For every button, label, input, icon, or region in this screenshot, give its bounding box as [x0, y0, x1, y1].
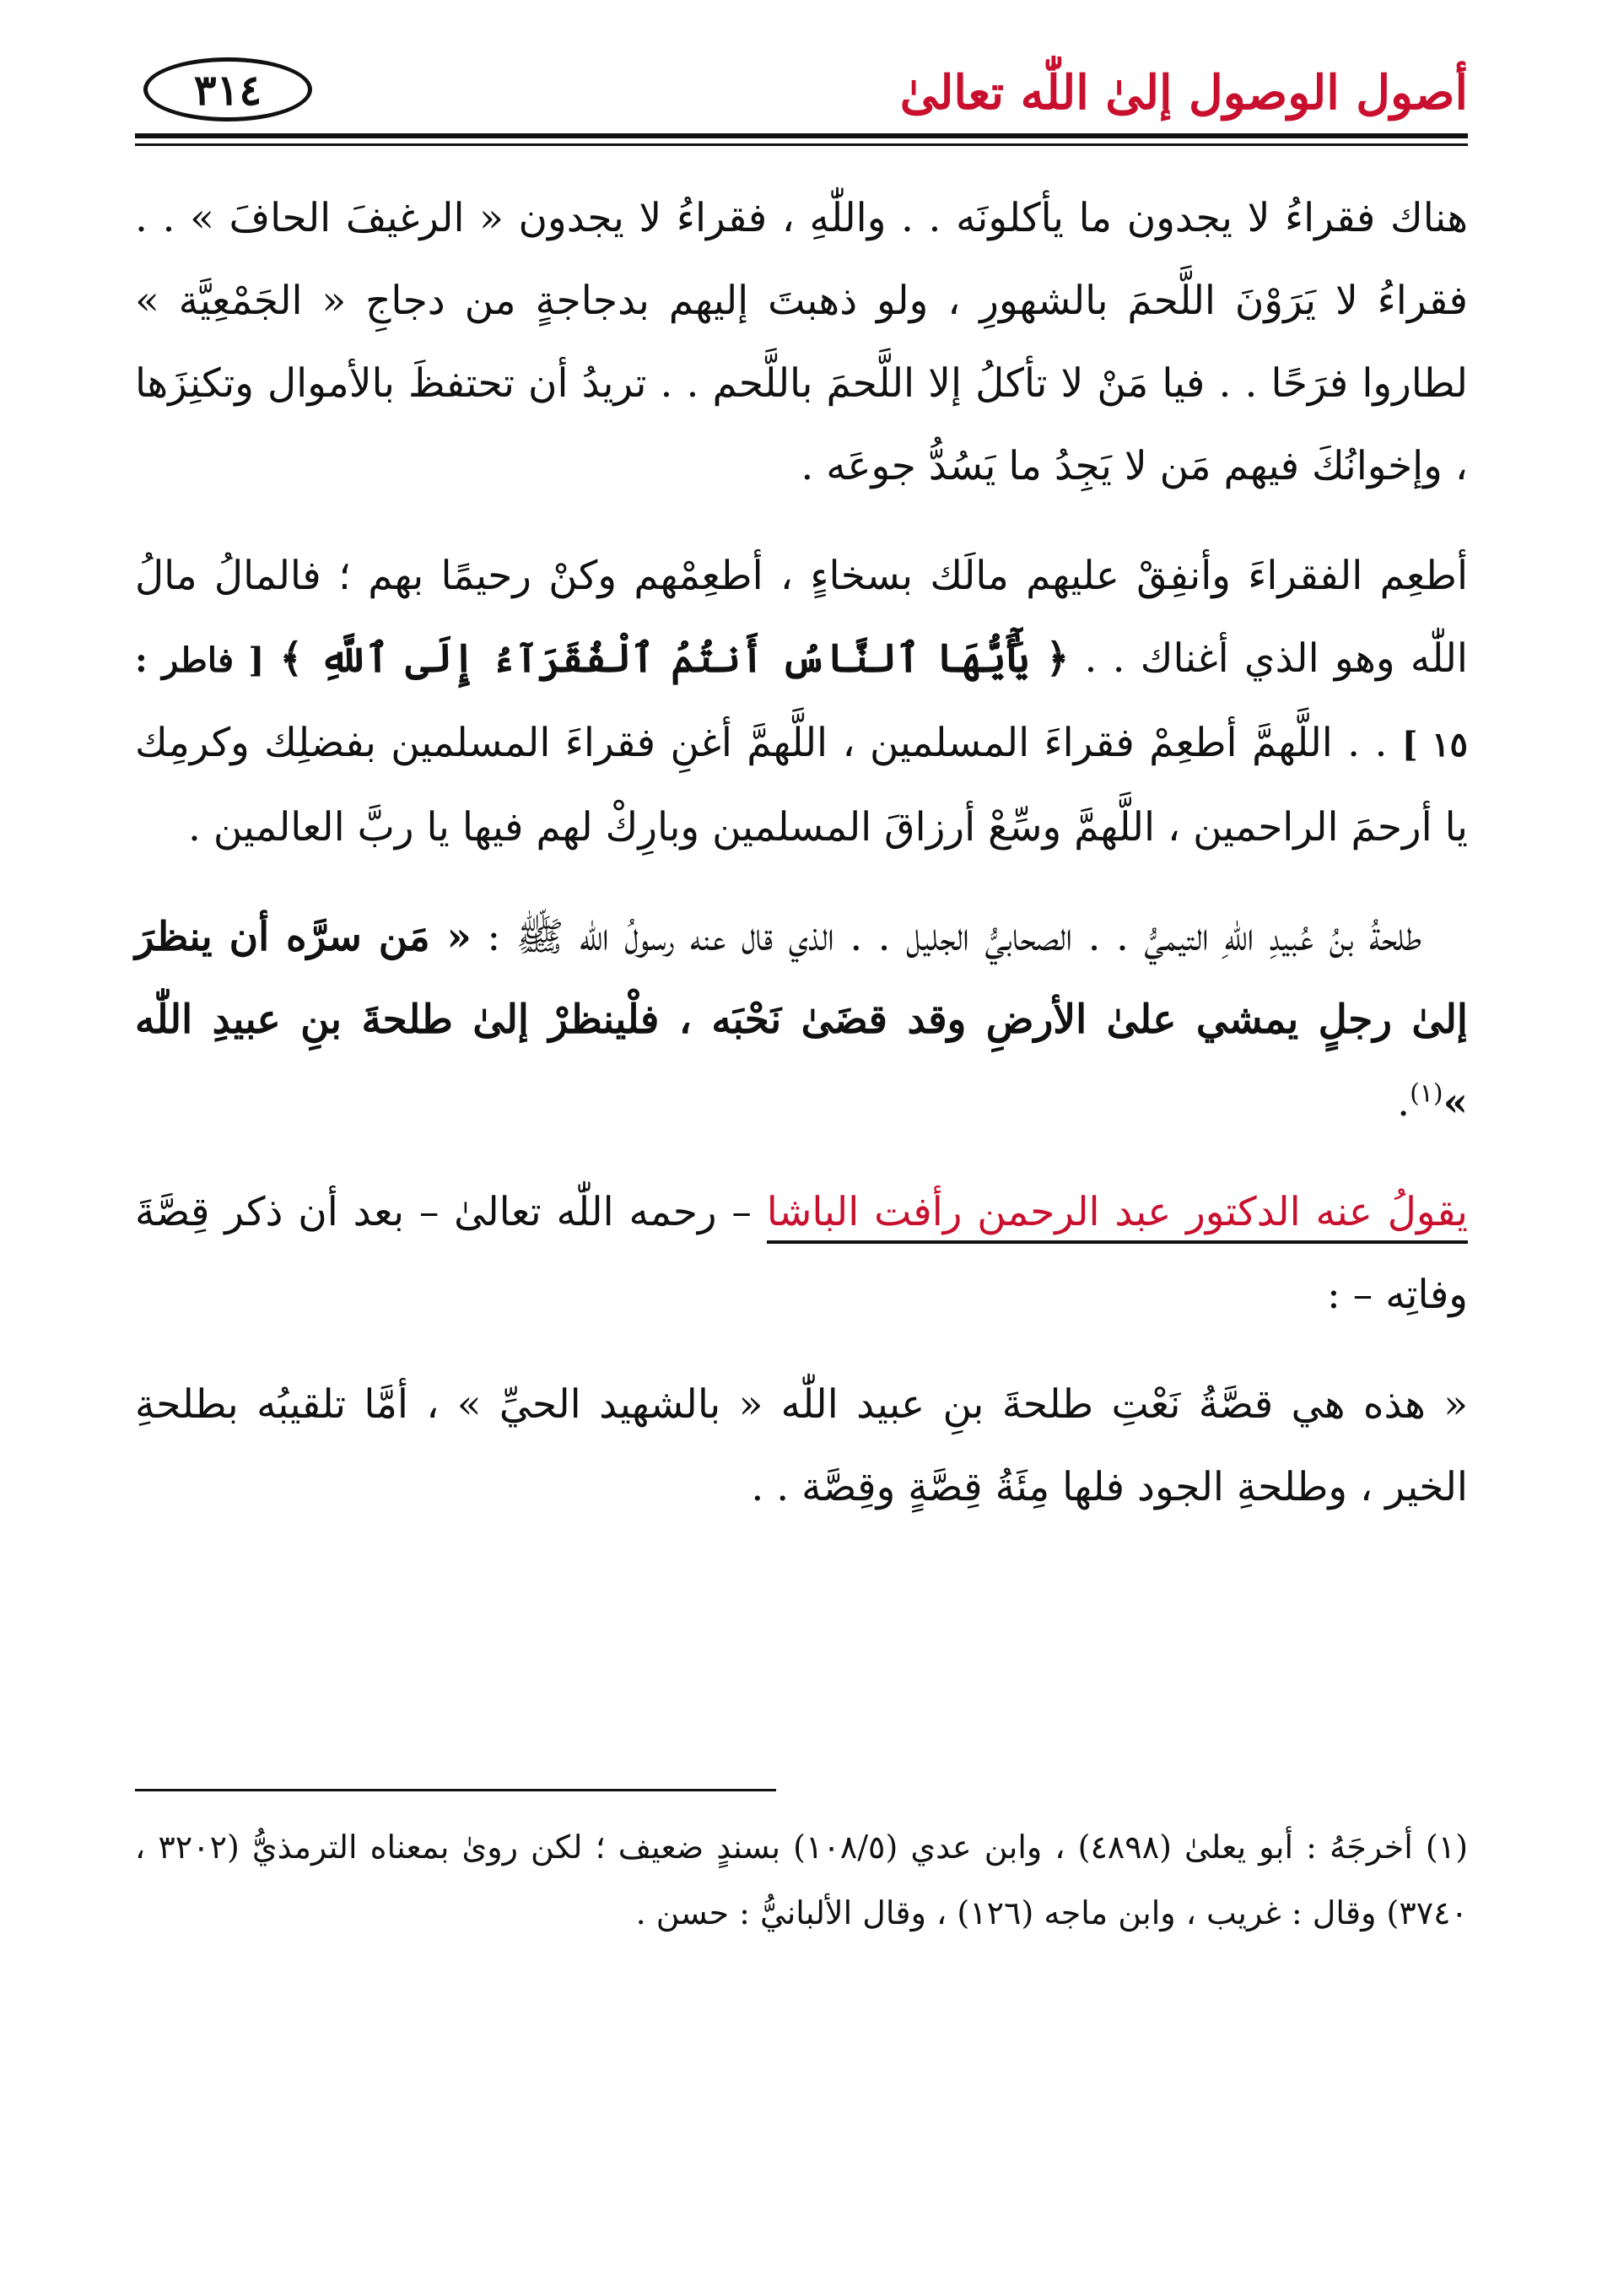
paragraph-quote: « هذه هي قصَّةُ نَعْتِ طلحةَ بنِ عبيد اللّٰه « بالشهيد الحيِّ » ، أمَّا تلقيبُه بطلحةِ الخير ، وطلحةِ الجود فلها مِئَةُ قِصَّةٍ وقِصَّة . .	[135, 1381, 1468, 1510]
hadith-text: « مَن سرَّه أن ينظرَ إلىٰ رجلٍ يمشي علىٰ الأرضِ وقد قضَىٰ نَحْبَه ، فلْينظرْ إلىٰ طلحةَ بنِ عبيدِ اللّٰه »	[135, 914, 1468, 1126]
running-title: أصول الوصول إلىٰ اللّٰه تعالىٰ	[899, 65, 1468, 121]
hadith-end: .	[1397, 1079, 1411, 1126]
header-rule-thick	[135, 133, 1468, 138]
verse-reference: [ فاطر : ١٥ ]	[135, 640, 1468, 764]
footnote-marker[interactable]: (١)	[1410, 1078, 1443, 1109]
paragraph-feed-poor-text: أطعِم الفقراءَ وأنفِقْ عليهم مالَك بسخاءٍ ، أطعِمْهم وكنْ رحيمًا بهم ؛ فالمالُ مالُ اللّٰه وهو الذي أغناك . .	[135, 553, 1468, 682]
supplication-text: . . اللَّهمَّ أطعِمْ فقراءَ المسلمين ، اللَّهمَّ أغنِ فقراءَ المسلمين بفضلِك وكرمِك يا أرحمَ الراحمين ، اللَّهمَّ وسِّعْ أرزاقَ المسلمين وبارِكْ لهم فيها يا ربَّ العالمين .	[135, 720, 1468, 851]
page-number: ٣١٤	[143, 57, 312, 122]
paragraph-pasha	[135, 1171, 1468, 1337]
page-header	[135, 51, 1468, 143]
author-attribution: يقولُ عنه الدكتور عبد الرحمن رأفت الباشا	[767, 1189, 1468, 1244]
author-attribution-rest: – رحمه اللّٰه تعالىٰ – بعد أن ذكر قِصَّةَ وفاتِه – :	[135, 1189, 1468, 1318]
paragraph-poor: هناك فقراءُ لا يجدون ما يأكلونَه . . واللّٰهِ ، فقراءُ لا يجدون « الرغيفَ الحافَ » . . فقراءُ لا يَرَوْنَ اللَّحمَ بالشهورِ ، ولو ذهبتَ إليهم بدجاجةٍ من دجاجِ « الجَمْعِيَّة » لطاروا فرَحًا . . فيا مَنْ لا تأكلُ إلا اللَّحمَ باللَّحم . . تريدُ أن تحتفظَ بالأموال وتكنِزَها ، وإخوانُكَ فيهم مَن لا يَجِدُ ما يَسُدُّ جوعَه .	[135, 195, 1468, 489]
paragraph-talha	[135, 896, 1468, 1144]
paragraph-feed-poor	[135, 535, 1468, 869]
main-text	[135, 177, 1468, 1556]
quran-verse: ﴿ يَٰٓأَيُّهَا ٱلنَّاسُ أَنتُمُ ٱلْفُقَرَآءُ إِلَى ٱللَّهِ ﴾	[279, 635, 1070, 682]
footnote-separator	[135, 1789, 776, 1791]
talha-intro: طلحةُ بنُ عُبيدِ اللّٰهِ التيميُّ . . الصحابيُّ الجليل . . الذي قال عنه رسولُ اللّٰه ﷺ :	[487, 914, 1421, 960]
footnote: (١) أخرجَهُ : أبو يعلىٰ (٤٨٩٨) ، وابن عدي (١٠٨/٥) بسندٍ ضعيف ؛ لكن روىٰ بمعناه الترمذيُّ (٣٢٠٢ ، ٣٧٤٠) وقال : غريب ، وابن ماجه (١٢٦) ، وقال الألبانيُّ : حسن .	[135, 1829, 1469, 1931]
book-page	[135, 51, 1468, 2245]
header-rule-thin	[135, 143, 1468, 146]
